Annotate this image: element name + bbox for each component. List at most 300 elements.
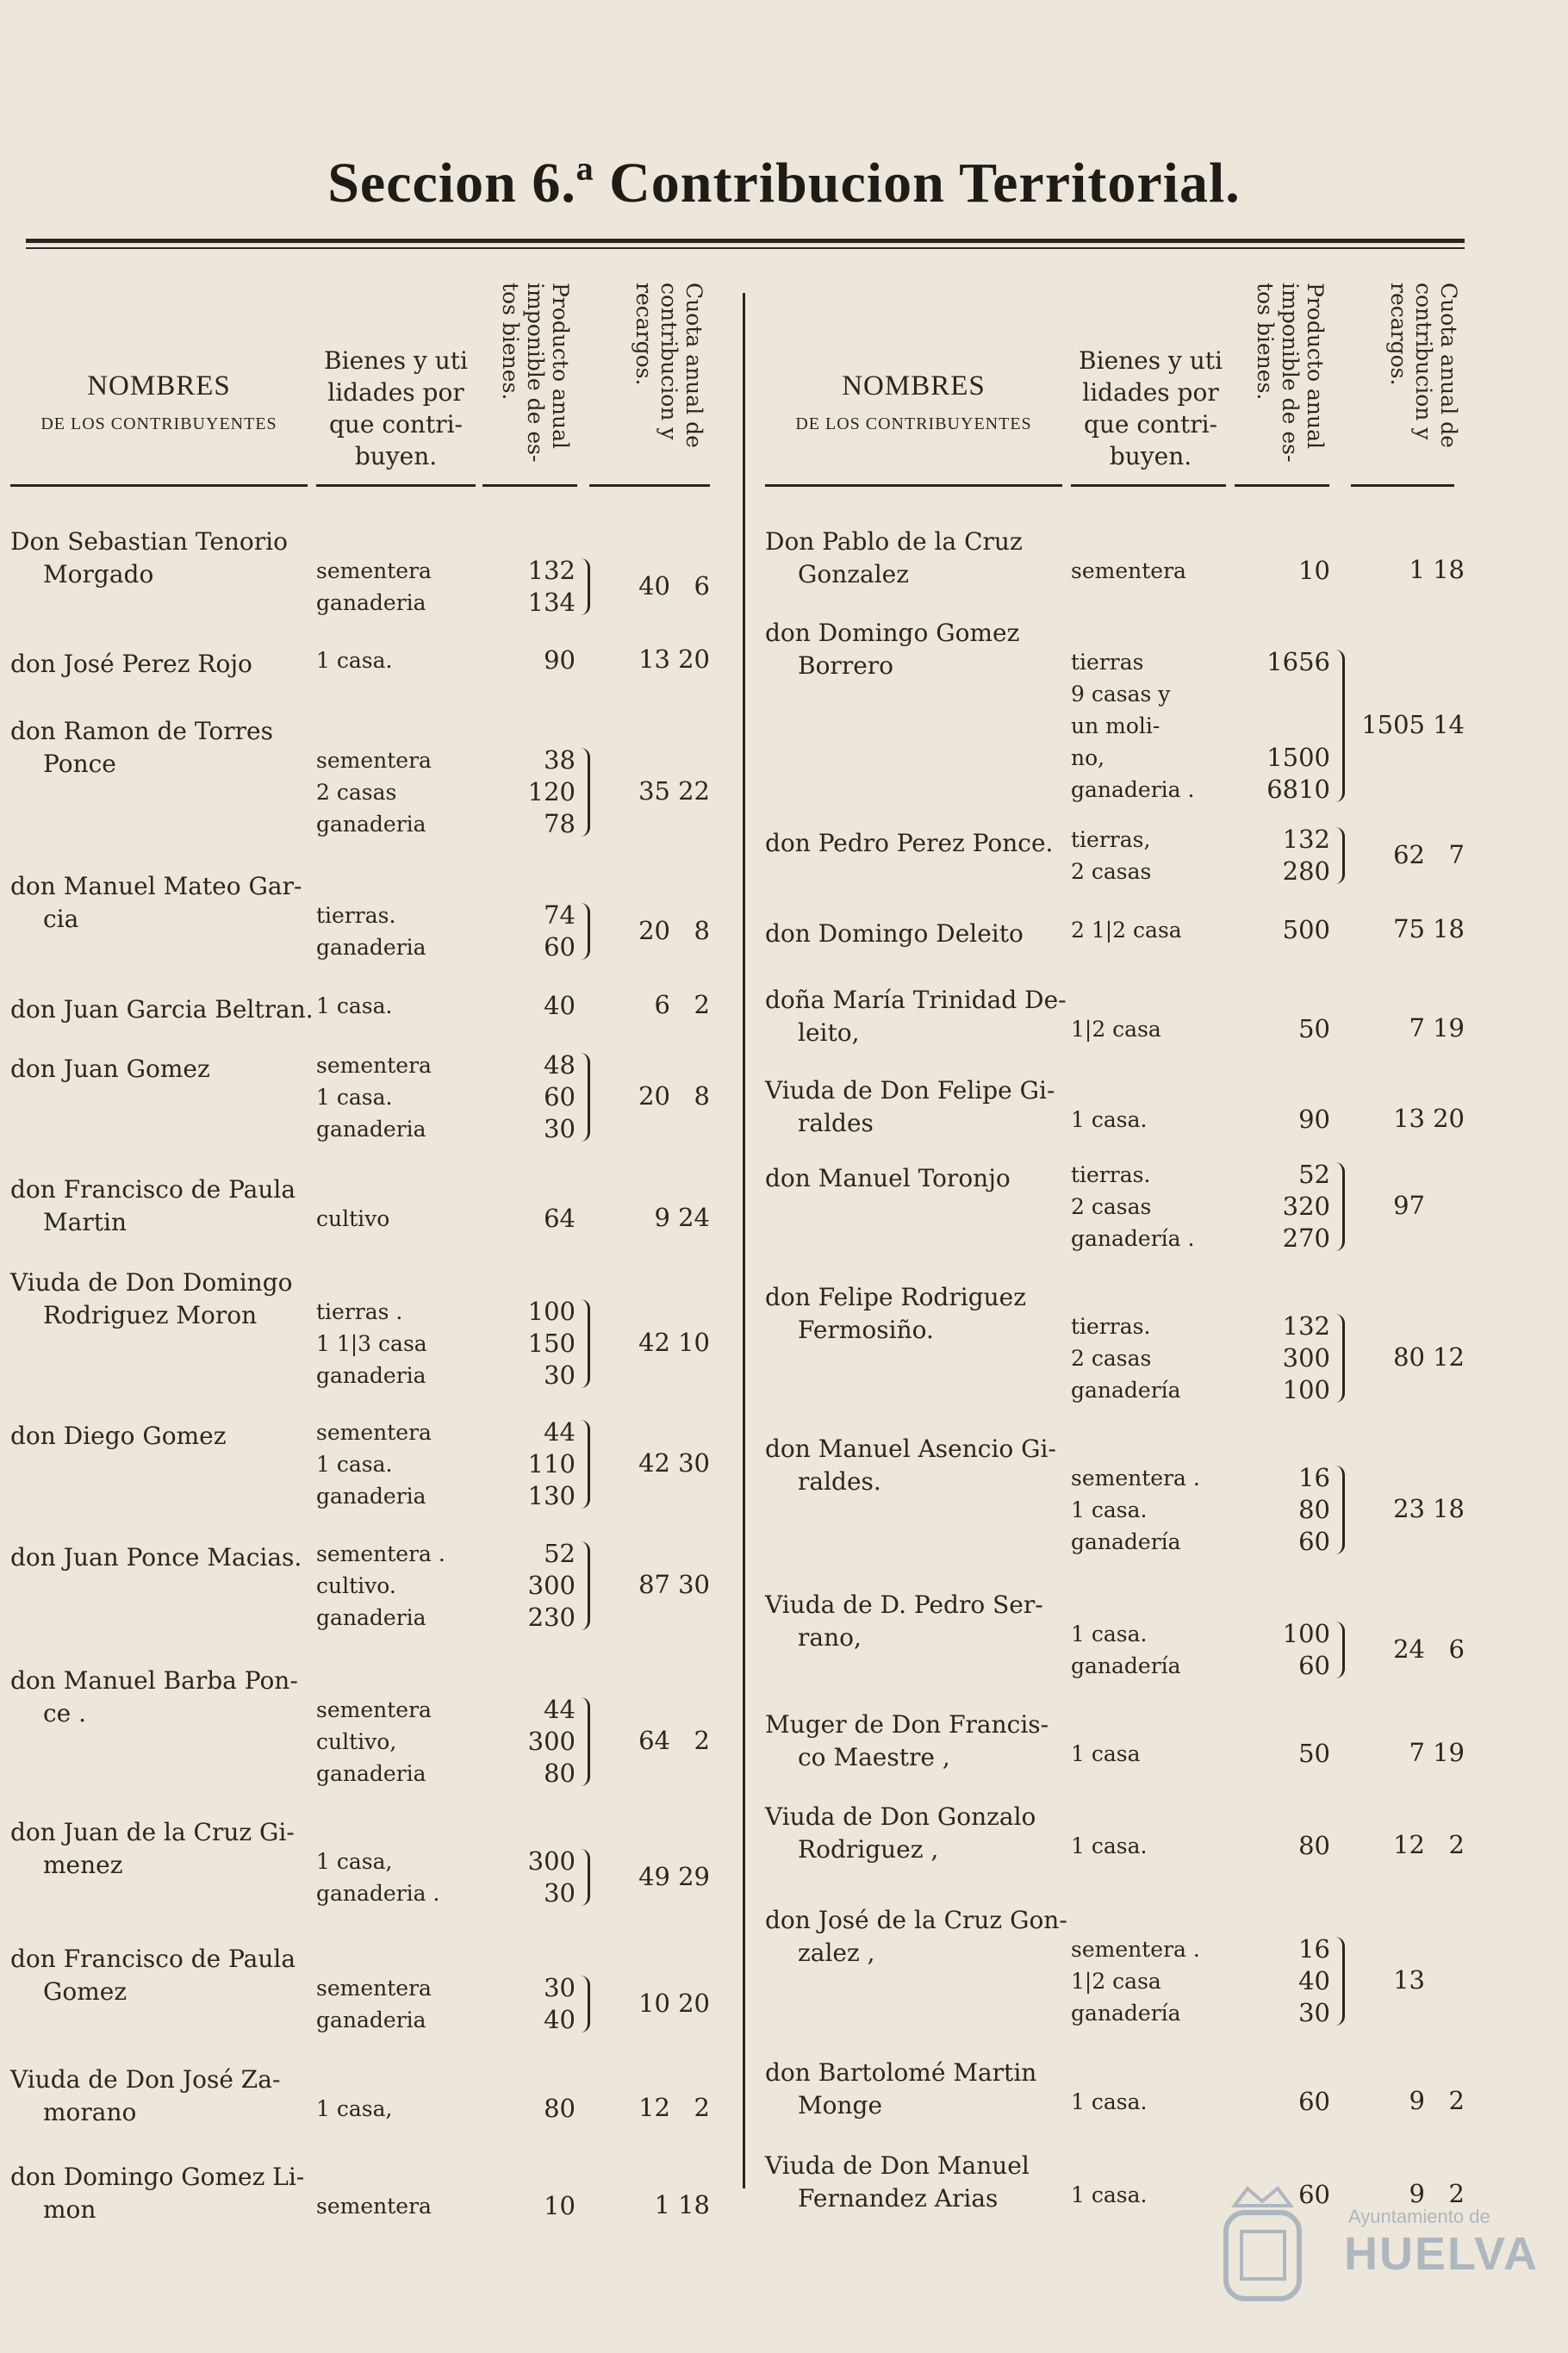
goods-item: 1 casa. <box>1071 2089 1148 2114</box>
producto-values <box>544 1049 576 1145</box>
producto-value: 100 <box>1282 1375 1330 1404</box>
goods-list <box>316 1972 432 2036</box>
contributor-name-line1: Viuda de Don José Za- <box>10 2065 281 2094</box>
goods-item: 1 1|3 casa <box>316 1331 427 1356</box>
contributor-name-line1: don Domingo Gomez Li- <box>10 2163 305 2191</box>
producto-value: 80 <box>1298 1495 1330 1524</box>
goods-list <box>1071 1618 1181 1682</box>
contributor-name-line1: Viuda de Don Felipe Gi- <box>765 1076 1055 1105</box>
cuota-main: 1505 <box>1361 710 1425 739</box>
producto-value: 60 <box>1298 1651 1330 1680</box>
cuota-fraction: 18 <box>678 2190 710 2219</box>
goods-list <box>316 1694 432 1790</box>
cuota-fraction: 2 <box>1448 2086 1465 2115</box>
producto-value: 150 <box>527 1329 576 1358</box>
cuota-amount <box>589 1862 710 1894</box>
goods-list <box>1071 2086 1147 2118</box>
producto-values <box>544 1203 576 1235</box>
header-names-subtitle: DE LOS CONTRIBUYENTES <box>40 414 277 433</box>
cuota-fraction: 2 <box>1448 2179 1465 2208</box>
goods-item: 2 casas <box>1071 1346 1152 1371</box>
cuota-amount <box>589 1989 710 2020</box>
cuota-main: 42 <box>638 1328 670 1357</box>
contributor-name-line2: menez <box>43 1851 123 1879</box>
cuota-fraction: 19 <box>1433 1013 1465 1043</box>
producto-value: 280 <box>1282 856 1330 886</box>
producto-value: 40 <box>1298 1966 1330 1995</box>
producto-value: 270 <box>1282 1223 1330 1253</box>
goods-list <box>1071 1462 1200 1558</box>
header-cuota: Cuota anual de contribucion y recargos. <box>1386 283 1461 448</box>
goods-item: 1 casa. <box>1071 1497 1148 1522</box>
header-names-title: NOMBRES <box>87 370 231 402</box>
cuota-amount <box>1344 1634 1465 1666</box>
producto-value: 120 <box>527 777 576 806</box>
cuota-fraction: 20 <box>678 644 710 674</box>
producto-values <box>528 555 576 619</box>
cuota-amount <box>1344 2086 1465 2118</box>
contributor-name-line2: leito, <box>798 1018 860 1047</box>
producto-value: 30 <box>1298 1998 1330 2027</box>
cuota-main: 49 <box>638 1861 670 1891</box>
goods-item: un moli- <box>1071 713 1160 738</box>
contributor-name-line1: Don Sebastian Tenorio <box>10 527 288 556</box>
goods-list <box>316 2093 392 2125</box>
producto-values <box>1298 1462 1330 1558</box>
header-underline <box>10 484 308 487</box>
cuota-fraction: 10 <box>678 1328 710 1357</box>
goods-item: 2 1|2 casa <box>1071 918 1182 943</box>
cuota-fraction: 18 <box>1433 1494 1465 1523</box>
cuota-amount <box>1344 555 1465 587</box>
producto-value: 300 <box>527 1571 576 1600</box>
producto-values <box>1298 1830 1330 1862</box>
producto-values <box>528 744 576 840</box>
cuota-fraction: 6 <box>694 570 710 601</box>
cuota-amount <box>589 1570 710 1602</box>
contributor-name-line1: don Juan de la Cruz Gi- <box>10 1818 295 1846</box>
right-table-header <box>765 258 1472 482</box>
producto-values <box>528 1694 576 1790</box>
producto-value: 132 <box>527 556 576 585</box>
goods-item: ganaderia <box>316 1117 426 1142</box>
goods-item: sementera <box>316 1976 432 2001</box>
goods-list <box>1071 1933 1200 2029</box>
contributor-name-line2: rano, <box>798 1623 862 1652</box>
producto-value: 130 <box>527 1481 576 1510</box>
producto-value: 60 <box>1298 2180 1330 2209</box>
contributor-name-line1: don Diego Gomez <box>10 1422 227 1450</box>
producto-value: 52 <box>1298 1160 1330 1189</box>
goods-item: ganadería <box>1071 2001 1181 2026</box>
goods-item: 1 casa. <box>1071 1107 1148 1132</box>
contributor-name-line1: Viuda de Don Gonzalo <box>765 1802 1036 1831</box>
contributor-name-line1: don Pedro Perez Ponce. <box>765 829 1054 857</box>
goods-list <box>1071 914 1182 946</box>
contributor-name-line2: morano <box>43 2098 137 2126</box>
producto-values <box>544 2093 576 2125</box>
contributor-name-line2: Martin <box>43 1208 127 1236</box>
producto-value: 100 <box>1282 1619 1330 1648</box>
cuota-main: 9 <box>1409 2179 1425 2208</box>
producto-value: 90 <box>1298 1105 1330 1134</box>
goods-list <box>316 899 426 963</box>
contributor-name-line1: don Juan Gomez <box>10 1055 210 1083</box>
producto-value: 300 <box>527 1846 576 1876</box>
goods-item: ganaderia . <box>1071 777 1195 802</box>
header-underline <box>765 484 1062 487</box>
cuota-main: 20 <box>638 1081 670 1111</box>
cuota-fraction: 8 <box>694 915 710 945</box>
goods-item: 1 casa. <box>1071 2182 1148 2207</box>
goods-item: tierras <box>1071 650 1144 675</box>
goods-item: tierras . <box>316 1299 403 1324</box>
producto-values <box>528 1846 576 1909</box>
producto-value: 74 <box>544 900 576 930</box>
contributor-name-line2: mon <box>43 2195 96 2224</box>
producto-value: 80 <box>544 2094 576 2123</box>
header-producto: Producto anual imponible de es- tos bienes. <box>1253 283 1328 463</box>
goods-item: sementera <box>316 1420 432 1445</box>
cuota-main: 20 <box>638 915 670 945</box>
cuota-amount <box>1344 1191 1465 1223</box>
cuota-main: 6 <box>654 990 670 1019</box>
goods-item: ganaderia <box>316 1363 426 1388</box>
cuota-amount <box>589 2093 710 2125</box>
goods-item: cultivo. <box>316 1573 396 1598</box>
producto-value: 110 <box>527 1449 576 1478</box>
cuota-fraction: 30 <box>678 1570 710 1599</box>
goods-item: 1 casa. <box>316 993 393 1018</box>
page-title: Seccion 6.ª Contribucion Territorial. <box>327 152 1241 215</box>
producto-value: 30 <box>544 1973 576 2002</box>
producto-values <box>1298 1104 1330 1136</box>
producto-values <box>1283 1310 1330 1406</box>
goods-list <box>1071 646 1194 806</box>
contributor-name-line1: don Manuel Barba Pon- <box>10 1666 298 1695</box>
header-underline <box>316 484 476 487</box>
producto-values <box>1266 646 1330 806</box>
producto-value: 80 <box>1298 1831 1330 1860</box>
producto-value: 52 <box>544 1539 576 1568</box>
producto-value: 50 <box>1298 1739 1330 1768</box>
goods-item: sementera . <box>1071 1466 1200 1491</box>
goods-list <box>1071 824 1151 887</box>
producto-value: 30 <box>544 1114 576 1143</box>
producto-values <box>1283 1159 1330 1254</box>
contributor-name-line1: don Domingo Deleito <box>765 919 1024 948</box>
left-table-header <box>10 258 725 482</box>
goods-item: sementera <box>316 1053 432 1078</box>
goods-list <box>316 2190 432 2222</box>
cuota-main: 12 <box>1393 1830 1425 1859</box>
goods-item: sementera . <box>1071 1937 1200 1962</box>
goods-list <box>316 1416 432 1512</box>
producto-value: 60 <box>544 1082 576 1111</box>
header-underline <box>482 484 577 487</box>
cuota-amount <box>589 644 710 676</box>
cuota-amount <box>1344 1830 1465 1862</box>
goods-item: 1 casa. <box>316 1085 393 1110</box>
contributor-name-line2: Ponce <box>43 750 116 778</box>
cuota-main: 35 <box>638 776 670 806</box>
cuota-amount <box>1344 914 1465 946</box>
cuota-main: 75 <box>1393 914 1425 943</box>
goods-item: 2 casas <box>1071 1194 1152 1219</box>
cuota-fraction: 18 <box>1433 555 1465 584</box>
goods-item: cultivo, <box>316 1729 397 1754</box>
producto-value: 6810 <box>1266 775 1330 804</box>
goods-item: tierras, <box>1071 827 1151 852</box>
cuota-amount <box>589 2190 710 2222</box>
producto-values <box>1298 2086 1330 2118</box>
goods-list <box>316 1296 427 1391</box>
contributor-name-line2: cia <box>43 905 79 933</box>
goods-list <box>316 1538 445 1634</box>
cuota-fraction: 12 <box>1433 1342 1465 1372</box>
producto-values <box>1283 1618 1330 1682</box>
cuota-main: 23 <box>1393 1494 1425 1523</box>
producto-value: 50 <box>1298 1014 1330 1043</box>
huelva-watermark <box>1202 2180 1539 2318</box>
cuota-fraction: 18 <box>1433 914 1465 943</box>
producto-value: 16 <box>1298 1463 1330 1492</box>
cuota-fraction: 19 <box>1433 1738 1465 1767</box>
cuota-main: 10 <box>638 1988 670 2018</box>
cuota-fraction: 30 <box>678 1448 710 1478</box>
producto-value: 16 <box>1298 1934 1330 1964</box>
producto-value: 60 <box>1298 1527 1330 1556</box>
producto-value: 48 <box>544 1050 576 1080</box>
producto-values <box>544 644 576 676</box>
cuota-main: 24 <box>1393 1634 1425 1664</box>
goods-list <box>1071 1738 1141 1770</box>
goods-item: ganaderia <box>316 1484 426 1509</box>
goods-item: 1|2 casa <box>1071 1017 1161 1042</box>
cuota-main: 13 <box>638 644 670 674</box>
producto-value: 1656 <box>1266 647 1330 676</box>
producto-values <box>528 1416 576 1512</box>
header-underline <box>589 484 710 487</box>
contributor-name-line1: don Bartolomé Martin <box>765 2058 1037 2087</box>
goods-item: ganaderia <box>316 1605 426 1630</box>
cuota-fraction: 2 <box>694 2093 710 2122</box>
producto-value: 40 <box>544 991 576 1020</box>
goods-item: ganaderia <box>316 935 426 960</box>
goods-item: sementera <box>316 2194 432 2219</box>
contributor-name-line2: Gonzalez <box>798 560 909 588</box>
contributor-name-line1: don José de la Cruz Gon- <box>765 1906 1067 1934</box>
header-underline <box>1071 484 1226 487</box>
goods-item: 1 casa. <box>1071 1833 1148 1858</box>
producto-value: 134 <box>527 588 576 617</box>
goods-list <box>316 744 432 840</box>
producto-value: 64 <box>544 1204 576 1233</box>
goods-item: sementera <box>1071 558 1186 583</box>
producto-value: 10 <box>1298 556 1330 585</box>
goods-list <box>1071 1013 1161 1045</box>
cuota-main: 42 <box>638 1448 670 1478</box>
contributor-name-line1: don Manuel Asencio Gi- <box>765 1435 1056 1463</box>
contributor-name-line1: don Francisco de Paula <box>10 1175 296 1204</box>
producto-value: 500 <box>1282 915 1330 944</box>
crest-icon <box>1217 2180 1308 2309</box>
contributor-name-line1: don José Perez Rojo <box>10 650 252 678</box>
producto-values <box>1298 555 1330 587</box>
goods-item: 1|2 casa <box>1071 1969 1161 1994</box>
cuota-amount <box>1344 1965 1465 1997</box>
cuota-amount <box>589 571 710 603</box>
goods-item: 9 casas y <box>1071 682 1171 707</box>
producto-value: 44 <box>544 1417 576 1447</box>
header-names-title: NOMBRES <box>842 370 986 402</box>
right-column <box>765 258 1472 2213</box>
cuota-amount <box>589 916 710 948</box>
header-bienes: Bienes y uti lidades por que contri- buyen. <box>1079 346 1223 470</box>
cuota-main: 1 <box>654 2190 670 2219</box>
producto-value: 30 <box>544 1360 576 1390</box>
producto-values <box>544 899 576 963</box>
goods-list <box>316 1846 439 1909</box>
title-rule <box>26 239 1465 243</box>
cuota-main: 13 <box>1393 1965 1425 1995</box>
cuota-main: 97 <box>1393 1191 1425 1220</box>
contributor-name-line1: don Juan Ponce Macias. <box>10 1543 302 1572</box>
producto-values <box>528 1296 576 1391</box>
cuota-amount <box>589 990 710 1022</box>
contributor-name-line2: Monge <box>798 2091 883 2120</box>
cuota-fraction: 2 <box>694 1726 710 1755</box>
producto-values <box>528 1538 576 1634</box>
goods-item: tierras. <box>1071 1314 1151 1339</box>
goods-item: ganadería <box>1071 1529 1181 1554</box>
cuota-fraction: 6 <box>1448 1634 1465 1664</box>
cuota-fraction: 2 <box>694 990 710 1019</box>
cuota-main: 1 <box>1409 555 1425 584</box>
contributor-name-line1: Viuda de Don Domingo <box>10 1268 293 1297</box>
contributor-name-line2: raldes <box>798 1109 874 1137</box>
producto-value: 60 <box>544 932 576 962</box>
goods-item: sementera <box>316 748 432 773</box>
cuota-fraction: 22 <box>678 776 710 806</box>
contributor-name-line2: Rodriguez , <box>798 1835 939 1864</box>
header-bienes: Bienes y uti lidades por que contri- buyen. <box>324 346 468 470</box>
goods-list <box>1071 2179 1147 2211</box>
goods-item: ganadería . <box>1071 1226 1195 1251</box>
cuota-amount <box>589 1726 710 1758</box>
producto-value: 44 <box>544 1695 576 1724</box>
producto-value: 60 <box>1298 2087 1330 2116</box>
cuota-amount <box>589 1203 710 1235</box>
contributor-name-line2: Fernandez Arias <box>798 2184 999 2213</box>
goods-item: ganaderia <box>316 1761 426 1786</box>
goods-list <box>316 555 432 619</box>
cuota-fraction: 20 <box>1433 1104 1465 1133</box>
cuota-amount <box>1344 1738 1465 1770</box>
header-names <box>765 370 1062 434</box>
contributor-name-line1: don Domingo Gomez <box>765 619 1020 647</box>
goods-list <box>1071 1310 1181 1406</box>
goods-item: ganaderia . <box>316 1881 440 1906</box>
producto-values <box>1283 824 1330 887</box>
header-underline <box>1235 484 1329 487</box>
goods-list <box>1071 1104 1147 1136</box>
left-column <box>10 258 725 2224</box>
producto-value: 132 <box>1282 825 1330 854</box>
contributor-name-line1: don Ramon de Torres <box>10 717 273 745</box>
producto-value: 132 <box>1282 1311 1330 1341</box>
cuota-main: 62 <box>1393 839 1425 869</box>
cuota-main: 40 <box>638 570 670 601</box>
contributor-name-line2: Gomez <box>43 1977 128 2006</box>
goods-list <box>316 990 392 1022</box>
header-names <box>10 370 308 434</box>
cuota-amount <box>1344 1342 1465 1374</box>
contributor-name-line2: Borrero <box>798 651 894 680</box>
cuota-fraction: 14 <box>1433 710 1465 739</box>
cuota-main: 7 <box>1409 1738 1425 1767</box>
goods-item: cultivo <box>316 1206 390 1231</box>
goods-list <box>1071 1159 1194 1254</box>
producto-value: 300 <box>527 1727 576 1756</box>
goods-item: no, <box>1071 745 1105 770</box>
contributor-name-line2: raldes. <box>798 1467 881 1496</box>
cuota-amount <box>589 1328 710 1360</box>
goods-list <box>316 1203 389 1235</box>
cuota-fraction: 24 <box>678 1203 710 1232</box>
goods-item: 2 casas <box>1071 859 1152 884</box>
contributor-name-line1: Viuda de D. Pedro Ser- <box>765 1590 1043 1619</box>
cuota-main: 12 <box>638 2093 670 2122</box>
producto-value <box>1266 710 1330 742</box>
header-underline <box>1351 484 1454 487</box>
watermark-line2: HUELVA <box>1344 2228 1539 2280</box>
producto-values <box>1283 914 1330 946</box>
goods-item: tierras. <box>1071 1162 1151 1187</box>
goods-list <box>316 1049 432 1145</box>
goods-item: ganaderia <box>316 812 426 837</box>
producto-value: 230 <box>527 1603 576 1632</box>
contributor-name-line1: don Felipe Rodriguez <box>765 1283 1026 1311</box>
producto-value: 320 <box>1282 1192 1330 1221</box>
producto-values <box>544 2190 576 2222</box>
goods-item: 2 casas <box>316 780 397 805</box>
contributor-name-line2: Fermosiño. <box>798 1316 934 1344</box>
goods-item: 1 casa, <box>316 2096 393 2121</box>
cuota-amount <box>1344 1013 1465 1045</box>
contributor-name-line1: Don Pablo de la Cruz <box>765 527 1023 556</box>
cuota-fraction: 2 <box>1448 1830 1465 1859</box>
header-producto: Producto anual imponible de es- tos bienes. <box>498 283 573 463</box>
producto-value: 90 <box>544 645 576 675</box>
goods-item: 1 casa. <box>1071 1622 1148 1646</box>
title-rule-thin <box>26 247 1465 249</box>
cuota-main: 7 <box>1409 1013 1425 1043</box>
goods-item: 1 casa. <box>316 1452 393 1477</box>
producto-value: 38 <box>544 745 576 775</box>
watermark-line1: Ayuntamiento de <box>1348 2206 1490 2227</box>
cuota-fraction: 8 <box>694 1081 710 1111</box>
producto-values <box>544 1972 576 2036</box>
goods-item: ganaderia <box>316 590 426 615</box>
cuota-amount <box>589 1448 710 1480</box>
goods-list <box>1071 1830 1147 1862</box>
cuota-fraction: 20 <box>678 1988 710 2018</box>
cuota-main: 9 <box>654 1203 670 1232</box>
goods-item: 1 casa. <box>316 648 393 673</box>
cuota-amount <box>1344 710 1465 742</box>
goods-item: ganadería <box>1071 1653 1181 1678</box>
